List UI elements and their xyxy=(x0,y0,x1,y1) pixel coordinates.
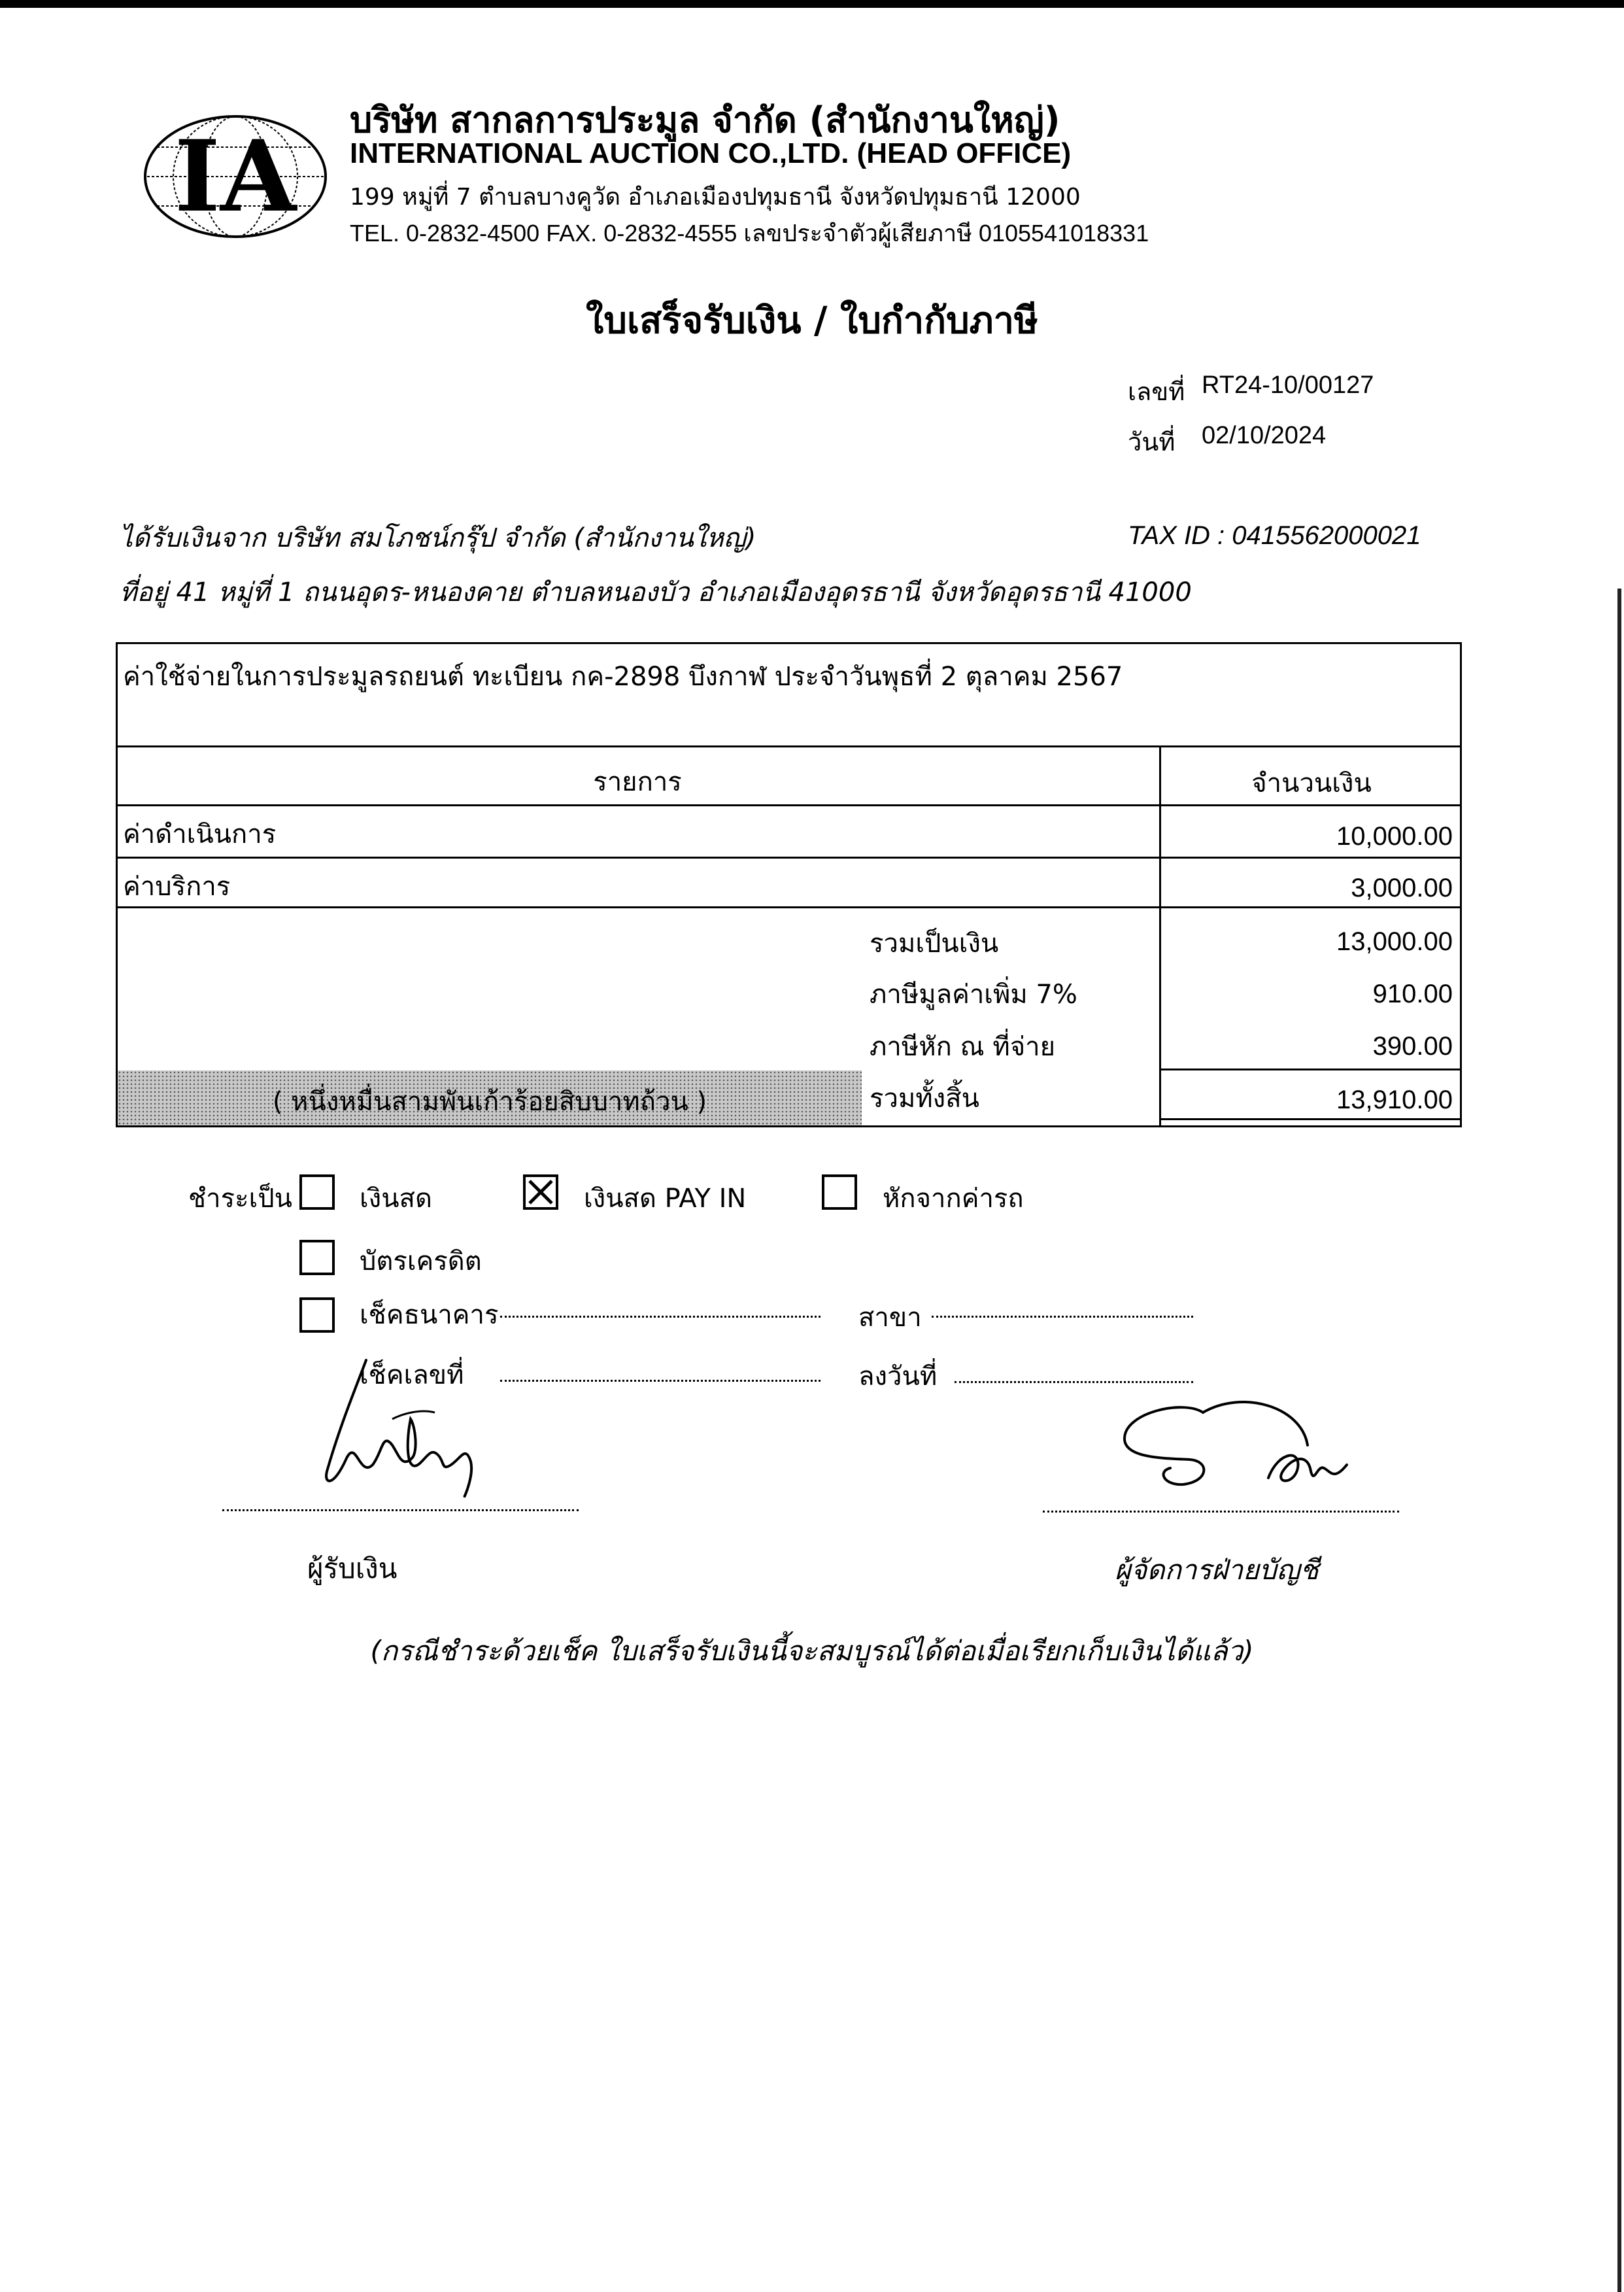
deduct-from-car-checkbox[interactable] xyxy=(822,1174,857,1210)
customer-tax-id: TAX ID : 0415562000021 xyxy=(1128,521,1421,550)
company-contact: TEL. 0-2832-4500 FAX. 0-2832-4555 เลขประจำตัวผู้เสียภาษี 0105541018331 xyxy=(350,220,1149,247)
receipt-number: RT24-10/00127 xyxy=(1202,371,1374,399)
cheque-note: (กรณีชำระด้วยเช็ค ใบเสร็จรับเงินนี้จะสมบูรณ์ได้ต่อเมื่อเรียกเก็บเงินได้แล้ว) xyxy=(370,1635,1254,1667)
grand-total-label: รวมทั้งสิ้น xyxy=(870,1084,979,1114)
withholding-tax-label: ภาษีหัก ณ ที่จ่าย xyxy=(870,1032,1056,1062)
bank-cheque-field[interactable] xyxy=(500,1316,820,1318)
table-description: ค่าใช้จ่ายในการประมูลรถยนต์ ทะเบียน กค-2898 บึงกาฬ ประจำวันพุธที่ 2 ตุลาคม 2567 xyxy=(123,662,1123,692)
cheque-number-label: เช็คเลขที่ xyxy=(360,1360,464,1390)
subtotal-label: รวมเป็นเงิน xyxy=(870,929,999,959)
company-name-th: บริษัท สากลการประมูล จำกัด (สำนักงานใหญ่) xyxy=(350,99,1060,141)
cash-payin-checkbox[interactable] xyxy=(523,1174,558,1210)
cash-payin-option-label: เงินสด PAY IN xyxy=(584,1184,747,1214)
table-divider xyxy=(1159,1118,1462,1120)
table-divider xyxy=(1159,1069,1462,1070)
company-logo xyxy=(141,111,330,242)
received-from: ได้รับเงินจาก บริษัท สมโภชน์กรุ๊ป จำกัด (สำนักงานใหญ่) xyxy=(120,523,756,553)
manager-label: ผู้จัดการฝ่ายบัญชี xyxy=(1115,1554,1319,1586)
company-address: 199 หมู่ที่ 7 ตำบลบางคูวัด อำเภอเมืองปทุมธานี จังหวัดปทุมธานี 12000 xyxy=(350,184,1081,211)
vat-label: ภาษีมูลค่าเพิ่ม 7% xyxy=(870,980,1077,1010)
column-header-item: รายการ xyxy=(593,767,682,797)
cheque-date-field[interactable] xyxy=(955,1381,1193,1383)
bank-cheque-checkbox[interactable] xyxy=(299,1297,335,1333)
receipt-number-label: เลขที่ xyxy=(1128,377,1185,406)
cheque-date-label: ลงวันที่ xyxy=(858,1361,938,1392)
bank-cheque-label: เช็คธนาคาร xyxy=(360,1300,499,1330)
scan-right-edge xyxy=(1617,589,1621,2292)
company-name-en: INTERNATIONAL AUCTION CO.,LTD. (HEAD OFFICE) xyxy=(350,137,1072,169)
manager-signature-line xyxy=(1043,1511,1399,1513)
amount-in-words: ( หนึ่งหมื่นสามพันเก้าร้อยสิบบาทถ้วน ) xyxy=(272,1087,707,1117)
table-row-amount: 10,000.00 xyxy=(1336,822,1453,851)
receipt-date-label: วันที่ xyxy=(1128,428,1176,456)
table-divider xyxy=(116,857,1462,859)
table-divider xyxy=(116,804,1462,806)
payment-method-label: ชำระเป็น xyxy=(188,1184,292,1214)
table-divider xyxy=(116,745,1462,747)
vat-amount: 910.00 xyxy=(1372,980,1453,1008)
receipt-date: 02/10/2024 xyxy=(1202,422,1327,449)
cash-option-label: เงินสด xyxy=(360,1184,432,1214)
grand-total-amount: 13,910.00 xyxy=(1336,1086,1453,1114)
document-title: ใบเสร็จรับเงิน / ใบกำกับภาษี xyxy=(586,299,1038,342)
table-divider xyxy=(116,906,1462,908)
branch-label: สาขา xyxy=(858,1303,922,1333)
receiver-signature xyxy=(294,1347,490,1517)
subtotal-amount: 13,000.00 xyxy=(1336,927,1453,956)
table-row-item: ค่าบริการ xyxy=(123,872,231,902)
manager-signature xyxy=(1111,1386,1373,1517)
customer-address: ที่อยู่ 41 หมู่ที่ 1 ถนนอุดร-หนองคาย ตำบลหนองบัว อำเภอเมืองอุดรธานี จังหวัดอุดรธานี 41000 xyxy=(120,577,1192,607)
logo-text: IA xyxy=(174,119,297,234)
credit-card-label: บัตรเครดิต xyxy=(360,1246,482,1276)
column-header-amount: จำนวนเงิน xyxy=(1251,768,1372,798)
cheque-number-field[interactable] xyxy=(500,1380,820,1382)
withholding-tax-amount: 390.00 xyxy=(1372,1032,1453,1061)
checkmark-x-icon xyxy=(526,1177,556,1207)
credit-card-checkbox[interactable] xyxy=(299,1240,335,1275)
branch-field[interactable] xyxy=(932,1316,1193,1318)
receiver-signature-line xyxy=(222,1509,579,1511)
table-row-amount: 3,000.00 xyxy=(1351,874,1453,902)
scan-top-edge xyxy=(0,0,1624,8)
table-row-item: ค่าดำเนินการ xyxy=(123,819,277,849)
deduct-from-car-label: หักจากค่ารถ xyxy=(883,1184,1024,1214)
receiver-label: ผู้รับเงิน xyxy=(307,1552,398,1584)
cash-checkbox[interactable] xyxy=(299,1174,335,1210)
